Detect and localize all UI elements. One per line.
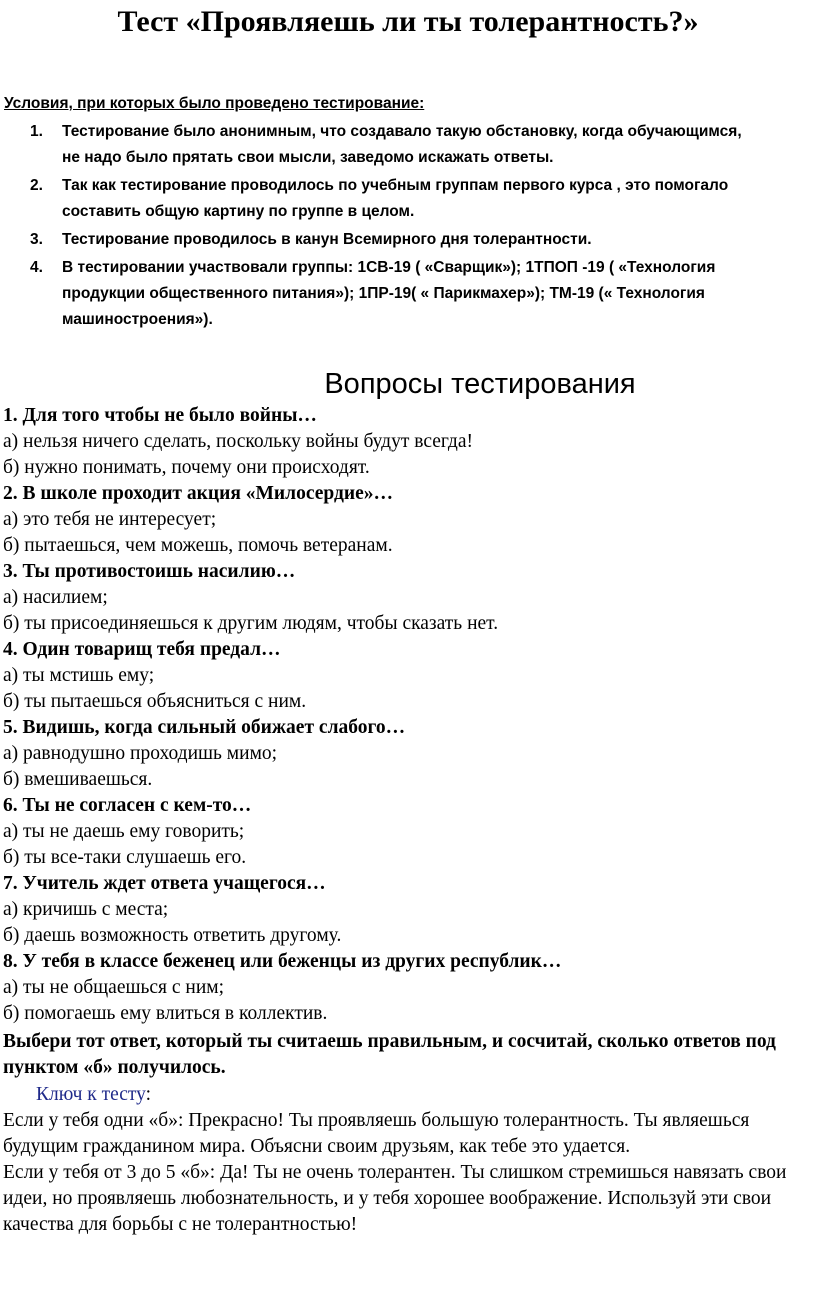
answer-b: б) ты присоединяешься к другим людям, чтобы сказать нет. <box>3 613 499 634</box>
answer-b: б) пытаешься, чем можешь, помочь ветеранам. <box>3 535 393 556</box>
answer-a: а) насилием; <box>3 587 108 608</box>
key-result: Если у тебя от 3 до 5 «б»: Да! Ты не очень толерантен. Ты слишком стремишься навязать свои идеи, но проявляешь любознательность, и у тебя хорошее воображение. Используй эти свои качества для борьбы с не толерантностью! <box>3 1162 787 1235</box>
key-heading <box>36 1082 151 1108</box>
condition-number: 4. <box>30 259 43 276</box>
question-text: 5. Видишь, когда сильный обижает слабого… <box>3 717 406 738</box>
key-title: Ключ к тесту <box>36 1084 146 1105</box>
condition-item <box>30 173 814 225</box>
question-text: 7. Учитель ждет ответа учащегося… <box>3 873 326 894</box>
condition-line: машиностроения»). <box>62 311 213 328</box>
answer-b: б) ты пытаешься объясниться с ним. <box>3 691 307 712</box>
question-block <box>3 793 813 871</box>
conditions-list <box>30 119 814 335</box>
condition-line: В тестировании участвовали группы: 1СВ-19 ( «Сварщик»); 1ТПОП -19 ( «Технология <box>62 259 716 276</box>
answer-a: а) равнодушно проходишь мимо; <box>3 743 278 764</box>
answer-a: а) нельзя ничего сделать, поскольку войны будут всегда! <box>3 431 473 452</box>
answer-b: б) ты все-таки слушаешь его. <box>3 847 247 868</box>
questions-list <box>3 403 813 1027</box>
condition-item <box>30 227 814 253</box>
question-block <box>3 559 813 637</box>
questions-heading: Вопросы тестирования <box>324 368 636 400</box>
condition-line: составить общую картину по группе в целом. <box>62 203 415 220</box>
condition-line: Тестирование проводилось в канун Всемирного дня толерантности. <box>62 231 592 248</box>
question-text: 8. У тебя в классе беженец или беженцы из других республик… <box>3 951 562 972</box>
condition-number: 3. <box>30 231 43 248</box>
key-results <box>3 1108 808 1238</box>
answer-a: а) кричишь с места; <box>3 899 169 920</box>
answer-a: а) это тебя не интересует; <box>3 509 217 530</box>
answer-a: а) ты мстишь ему; <box>3 665 155 686</box>
condition-line: продукции общественного питания»); 1ПР-19( « Парикмахер»); ТМ-19 (« Технология <box>62 285 705 302</box>
condition-item <box>30 119 814 171</box>
condition-item <box>30 255 814 333</box>
questions-heading-row <box>0 366 816 402</box>
question-block <box>3 481 813 559</box>
condition-number: 2. <box>30 177 43 194</box>
question-text: 6. Ты не согласен с кем-то… <box>3 795 252 816</box>
answer-b: б) нужно понимать, почему они происходят. <box>3 457 370 478</box>
answer-a: а) ты не общаешься с ним; <box>3 977 225 998</box>
question-text: 1. Для того чтобы не было войны… <box>3 405 317 426</box>
question-block <box>3 871 813 949</box>
answer-b: б) вмешиваешься. <box>3 769 153 790</box>
key-colon: : <box>145 1084 152 1105</box>
answer-a: а) ты не даешь ему говорить; <box>3 821 245 842</box>
condition-number: 1. <box>30 123 43 140</box>
question-text: 4. Один товарищ тебя предал… <box>3 639 281 660</box>
condition-line: не надо было прятать свои мысли, заведомо искажать ответы. <box>62 149 554 166</box>
key-result: Если у тебя одни «б»: Прекрасно! Ты проявляешь большую толерантность. Ты являешься будущим гражданином мира. Объясни своим друзьям, как тебе это удается. <box>3 1110 750 1157</box>
conditions-heading: Условия, при которых было проведено тестирование: <box>4 95 425 112</box>
answer-b: б) даешь возможность ответить другому. <box>3 925 342 946</box>
question-block <box>3 715 813 793</box>
question-block <box>3 949 813 1027</box>
condition-line: Так как тестирование проводилось по учебным группам первого курса , это помогало <box>62 177 729 194</box>
answer-b: б) помогаешь ему влиться в коллектив. <box>3 1003 328 1024</box>
question-text: 3. Ты противостоишь насилию… <box>3 561 296 582</box>
question-text: 2. В школе проходит акция «Милосердие»… <box>3 483 393 504</box>
condition-line: Тестирование было анонимным, что создавало такую обстановку, когда обучающимся, <box>62 123 742 140</box>
test-instruction: Выбери тот ответ, который ты считаешь правильным, и сосчитай, сколько ответов под пунктом «б» получилось. <box>3 1031 776 1078</box>
document-title: Тест «Проявляешь ли ты толерантность?» <box>117 5 699 38</box>
question-block <box>3 403 813 481</box>
question-block <box>3 637 813 715</box>
